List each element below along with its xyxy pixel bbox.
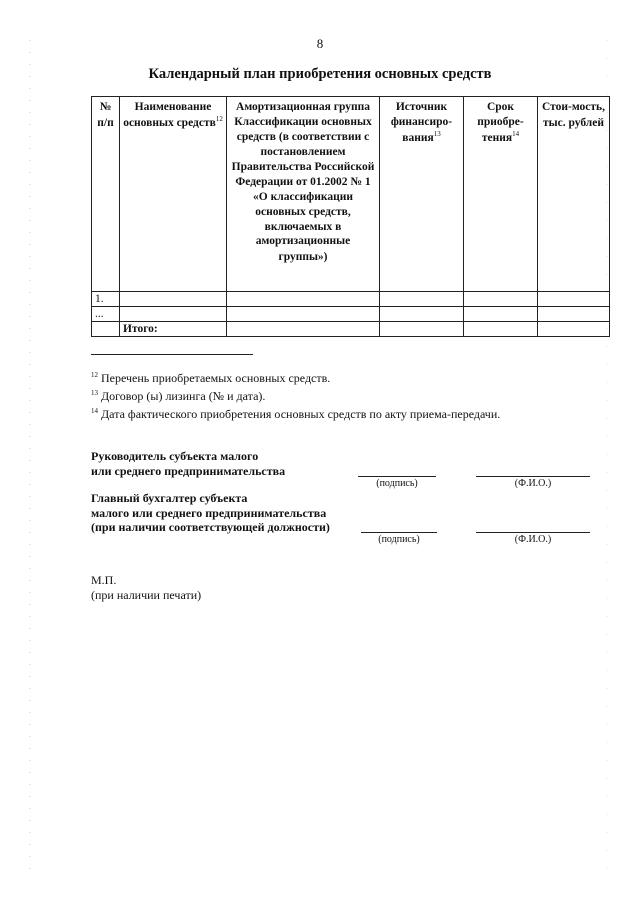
director-name-caption: (Ф.И.О.) [514, 478, 552, 489]
header-acquisition-period: Срок приобре-тения$^{14}$ [464, 97, 538, 292]
seal-note: (при наличии печати) [91, 588, 202, 602]
accountant-name-caption: (Ф.И.О.) [514, 534, 552, 545]
header-number: № п/п [92, 97, 120, 292]
document-title: Календарный план приобретения основных средств [148, 66, 492, 82]
total-label: Итого: [120, 322, 227, 337]
header-cost: Стои-мость, тыс. рублей [538, 97, 610, 292]
table-cell: ... [92, 307, 120, 322]
page-number: 8 [316, 36, 324, 51]
table-cell: 1. [92, 292, 120, 307]
director-signature-label: Руководитель субъекта малого или среднего предпринимательства [91, 449, 286, 478]
seal-label: М.П. [91, 573, 117, 587]
accountant-signature-label: Главный бухгалтер субъекта малого или среднего предпринимательства (при наличии соответствующей должности) [91, 491, 330, 534]
accountant-signature-caption: (подпись) [378, 534, 420, 545]
header-depreciation-group: Амортизационная группа Классификации основных средств (в соответствии с постановлением Правительства Российской Федерации от 01.2002 № 1 «О классификации основных средств, включаемых в амортизационные группы») [227, 97, 380, 292]
footnote-item: $^{14}$ Дата фактического приобретения основных средств по акту приема-передачи. [91, 407, 501, 421]
director-signature-caption: (подпись) [376, 478, 418, 489]
header-funding-source: Источник финансиро-вания$^{13}$ [380, 97, 464, 292]
footnote-item: $^{13}$ Договор (ы) лизинга (№ и дата). [91, 389, 266, 403]
footnote-item: $^{12}$ Перечень приобретаемых основных средств. [91, 371, 331, 385]
header-asset-name: Наименование основных средств$^{12}$ [120, 97, 227, 292]
